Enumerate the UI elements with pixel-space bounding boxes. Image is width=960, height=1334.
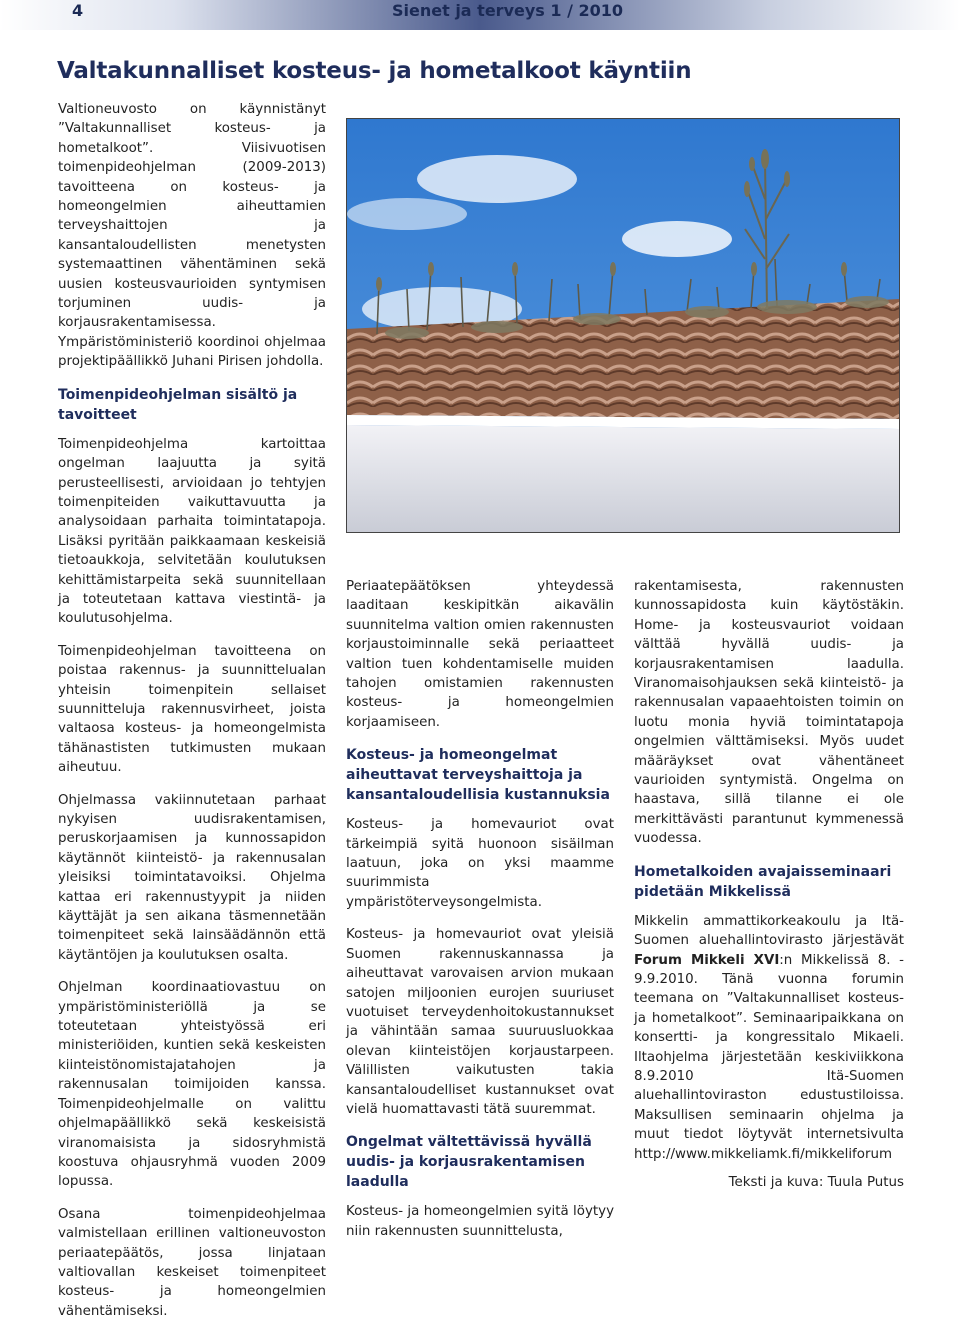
paragraph: Kosteus- ja homevauriot ovat tärkeimpiä syitä huonoon sisäilman laatuun, joka on yksi maamme suurimmista ympäristöterveysongelmista.: [346, 817, 614, 910]
intro-paragraph: Valtioneuvosto on käynnistänyt ”Valtakunnalliset kosteus- ja hometalkoot”. Viisivuotisen toimenpideohjelman (2009-2013) tavoitteena on kosteus- ja homeongelmien aiheuttamien terveyshaittojen ja kansantaloudellisten menetysten systemaattinen vähentäminen sekä uusien kosteusvaurioiden syntymisen torjuminen uudis- ja korjausrakentamisessa. Ympäristöministeriö koordinoi ohjelmaa projektipäällikkö Juhani Pirisen johdolla.: [58, 102, 326, 370]
seminar-text-a: Mikkelin ammattikorkeakoulu ja Itä-Suomen aluehallintovirasto järjestävät: [634, 913, 904, 949]
paragraph: Ohjelman koordinaatiovastuu on ympäristöministeriöllä ja se toteutetaan yhteistyössä eri ministeriöiden, kuntien sekä keskeisten kiinteistönomistajatahojen ja rakennusalan toimijoiden kanssa. Toimenpideohjelmalle on valittu ohjelmapäällikkö sekä keskeisistä viranomaisista ja sidosryhmistä koostuva ohjausryhmä vuoden 2009 lopussa.: [58, 980, 326, 1190]
paragraph: Ohjelmassa vakiinnutetaan parhaat nykyisen uudisrakentamisen, peruskorjaamisen ja kunnossapidon käytännöt kiinteistö- ja rakennusalan yleisiksi toimintatavoiksi. Ohjelma kattaa eri rakennustyypit ja niiden käyttäjät ja sen aikana täsmennetään toimenpiteet sekä lainsäädännön että käytäntöjen ja koulutuksen osalta.: [58, 792, 326, 963]
section-heading-seminar: Hometalkoiden avajaisseminaari pidetään Mikkelissä: [634, 863, 892, 900]
paragraph: Toimenpideohjelma kartoittaa ongelman laajuutta ja syitä perusteellisesti, arvioidaan jo tehtyjen toimenpiteiden vaikuttavuutta ja analysoidaan parhaita toimintatapoja. Lisäksi pyritään paikkaamaan keskeisiä tietoaukkoja, selvitetään koulutuksen kehittämistarpeita sekä suunnitellaan ja toteutetaan kattava viestintä- ja koulutusohjelma.: [58, 436, 326, 627]
seminar-paragraph: [634, 912, 904, 1164]
photo-credit: Teksti ja kuva: Tuula Putus: [728, 1174, 904, 1190]
paragraph: rakentamisesta, rakennusten kunnossapidosta kuin käytöstäkin. Home- ja kosteusvauriot voidaan välttää hyvällä uudis- ja korjausrakentamisen laadulla. Viranomaisohjauksen sekä kiinteistö- ja rakennusalan vapaaehtoisten toimin on luotu monia hyviä toimintatapoja ongelmien välttämiseksi. Myös uudet määräykset ovat vähentäneet vaurioiden syntymistä. Ongelma on haastava, sillä tilanne ei ole merkittävästi parantunut kymmenessä vuodessa.: [634, 579, 904, 847]
roof-photo: [346, 118, 900, 533]
article-title: Valtakunnalliset kosteus- ja hometalkoot käyntiin: [57, 58, 692, 84]
column-1: [58, 100, 326, 1334]
seminar-text-c: :n Mikkelissä 8. - 9.9.2010. Tänä vuonna forumin teemana on ”Valtakunnalliset kosteus- ja hometalkoot”. Seminaaripaikkana on konsertti- ja kongressitalo Mikaeli. Iltaohjelma järjestetään keskiviikkona 8.9.2010 Itä-Suomen aluehallintoviraston edustustiloissa. Maksullisen seminaarin ohjelma ja muut tiedot löytyvät internetsivulta http://www.mikkeliamk.fi/mikkeliforum: [634, 952, 904, 1162]
paragraph: Periaatepäätöksen yhteydessä laaditaan keskipitkän aikavälin suunnitelma valtion omien rakennusten korjaustoiminnalle sekä periaatteet valtion tuen kohdentamiselle muiden tahojen omistamien rakennusten kosteus- ja homeongelmien korjaamiseen.: [346, 579, 614, 730]
section-heading-contents: Toimenpideohjelman sisältö ja tavoitteet: [58, 386, 298, 423]
journal-issue: Sienet ja terveys 1 / 2010: [392, 1, 624, 20]
paragraph: Kosteus- ja homevauriot ovat yleisiä Suomen rakennuskannassa ja aiheuttavat varovaisen arvion mukaan satojen miljoonien eurojen suuriuset vuotuiset terveydenhoitokustannukset ja vähintään samaa suuruusluokkaa olevan kiinteistöjen korjaustarpeen. Välillisten vaikutusten takia kansantaloudelliset kustannukset ovat vielä huomattavasti tätä suuremmat.: [346, 927, 614, 1117]
forum-name: Forum Mikkeli XVI: [634, 952, 780, 968]
paragraph: Kosteus- ja homeongelmien syitä löytyy niin rakennusten suunnittelusta,: [346, 1204, 614, 1239]
section-heading-health-costs: Kosteus- ja homeongelmat aiheuttavat terveyshaittoja ja kansantaloudellisia kustannuksia: [346, 747, 610, 804]
roof-photo-illustration: [347, 119, 899, 532]
paragraph: Osana toimenpideohjelmaa valmistellaan erillinen valtioneuvoston periaatepäätös, jossa linjataan valtiovallan keskeiset toimenpiteet kosteus- ja homeongelmien vähentämiseksi.: [58, 1206, 326, 1319]
column-2: [346, 577, 614, 1254]
page-number: 4: [72, 1, 84, 20]
page-header: [0, 0, 960, 30]
column-3: [634, 577, 904, 1192]
paragraph: Toimenpideohjelman tavoitteena on poistaa rakennus- ja suunnittelualan yhteisin toimenpitein sellaiset suunnitteluja rakennusvirheet, joista valtaosa kosteus- ja homeongelmista tähänastisten tutkimusten mukaan aiheutuu.: [58, 643, 326, 776]
section-heading-quality: Ongelmat vältettävissä hyvällä uudis- ja korjausrakentamisen laadulla: [346, 1134, 592, 1191]
